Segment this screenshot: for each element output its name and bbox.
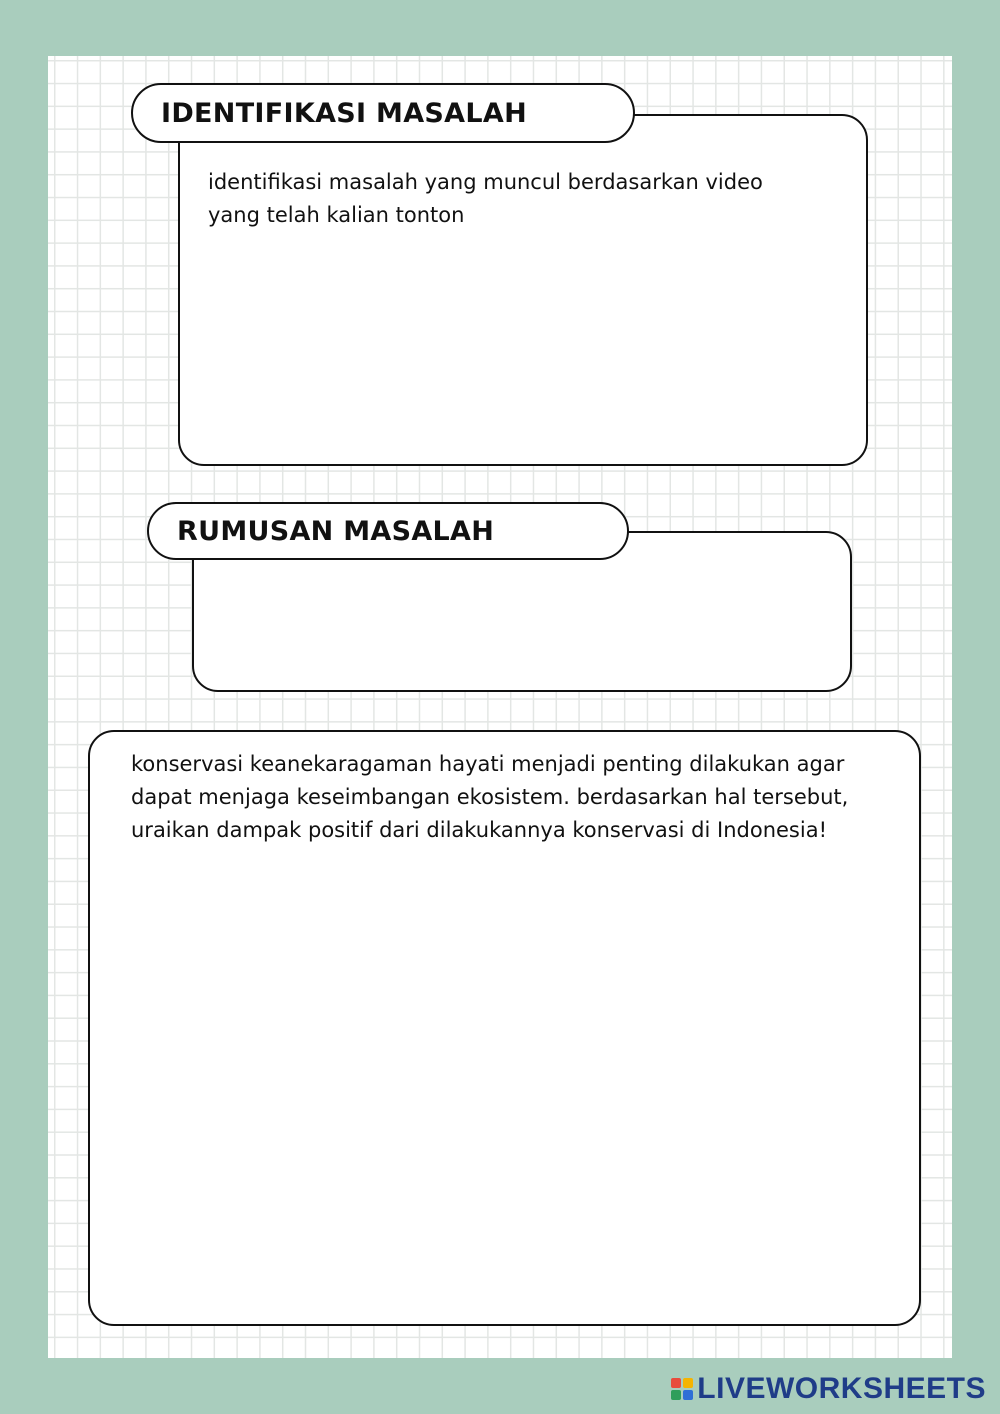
question-line: dapat menjaga keseimbangan ekosistem. berdasarkan hal tersebut, <box>131 785 849 809</box>
liveworksheets-logo-icon <box>671 1378 693 1400</box>
rumusan-masalah-header <box>147 502 629 560</box>
logo-square <box>683 1378 693 1388</box>
konservasi-question-text <box>131 748 911 847</box>
identifikasi-masalah-header <box>131 83 635 143</box>
prompt-line: yang telah kalian tonton <box>208 203 465 227</box>
question-line: konservasi keanekaragaman hayati menjadi penting dilakukan agar <box>131 752 845 776</box>
rumusan-masalah-title: RUMUSAN MASALAH <box>177 515 495 547</box>
logo-square <box>671 1390 681 1400</box>
logo-square <box>671 1378 681 1388</box>
rumusan-masalah-answer[interactable] <box>214 567 838 681</box>
identifikasi-masalah-answer[interactable] <box>200 236 844 450</box>
identifikasi-masalah-prompt <box>208 166 828 232</box>
liveworksheets-brand[interactable] <box>671 1372 986 1406</box>
question-line: uraikan dampak positif dari dilakukannya konservasi di Indonesia! <box>131 818 827 842</box>
logo-square <box>683 1390 693 1400</box>
identifikasi-masalah-title: IDENTIFIKASI MASALAH <box>161 97 527 129</box>
liveworksheets-wordmark: LIVEWORKSHEETS <box>697 1372 986 1405</box>
prompt-line: identifikasi masalah yang muncul berdasarkan video <box>208 170 763 194</box>
worksheet-page <box>48 56 952 1358</box>
konservasi-answer[interactable] <box>130 867 884 1301</box>
